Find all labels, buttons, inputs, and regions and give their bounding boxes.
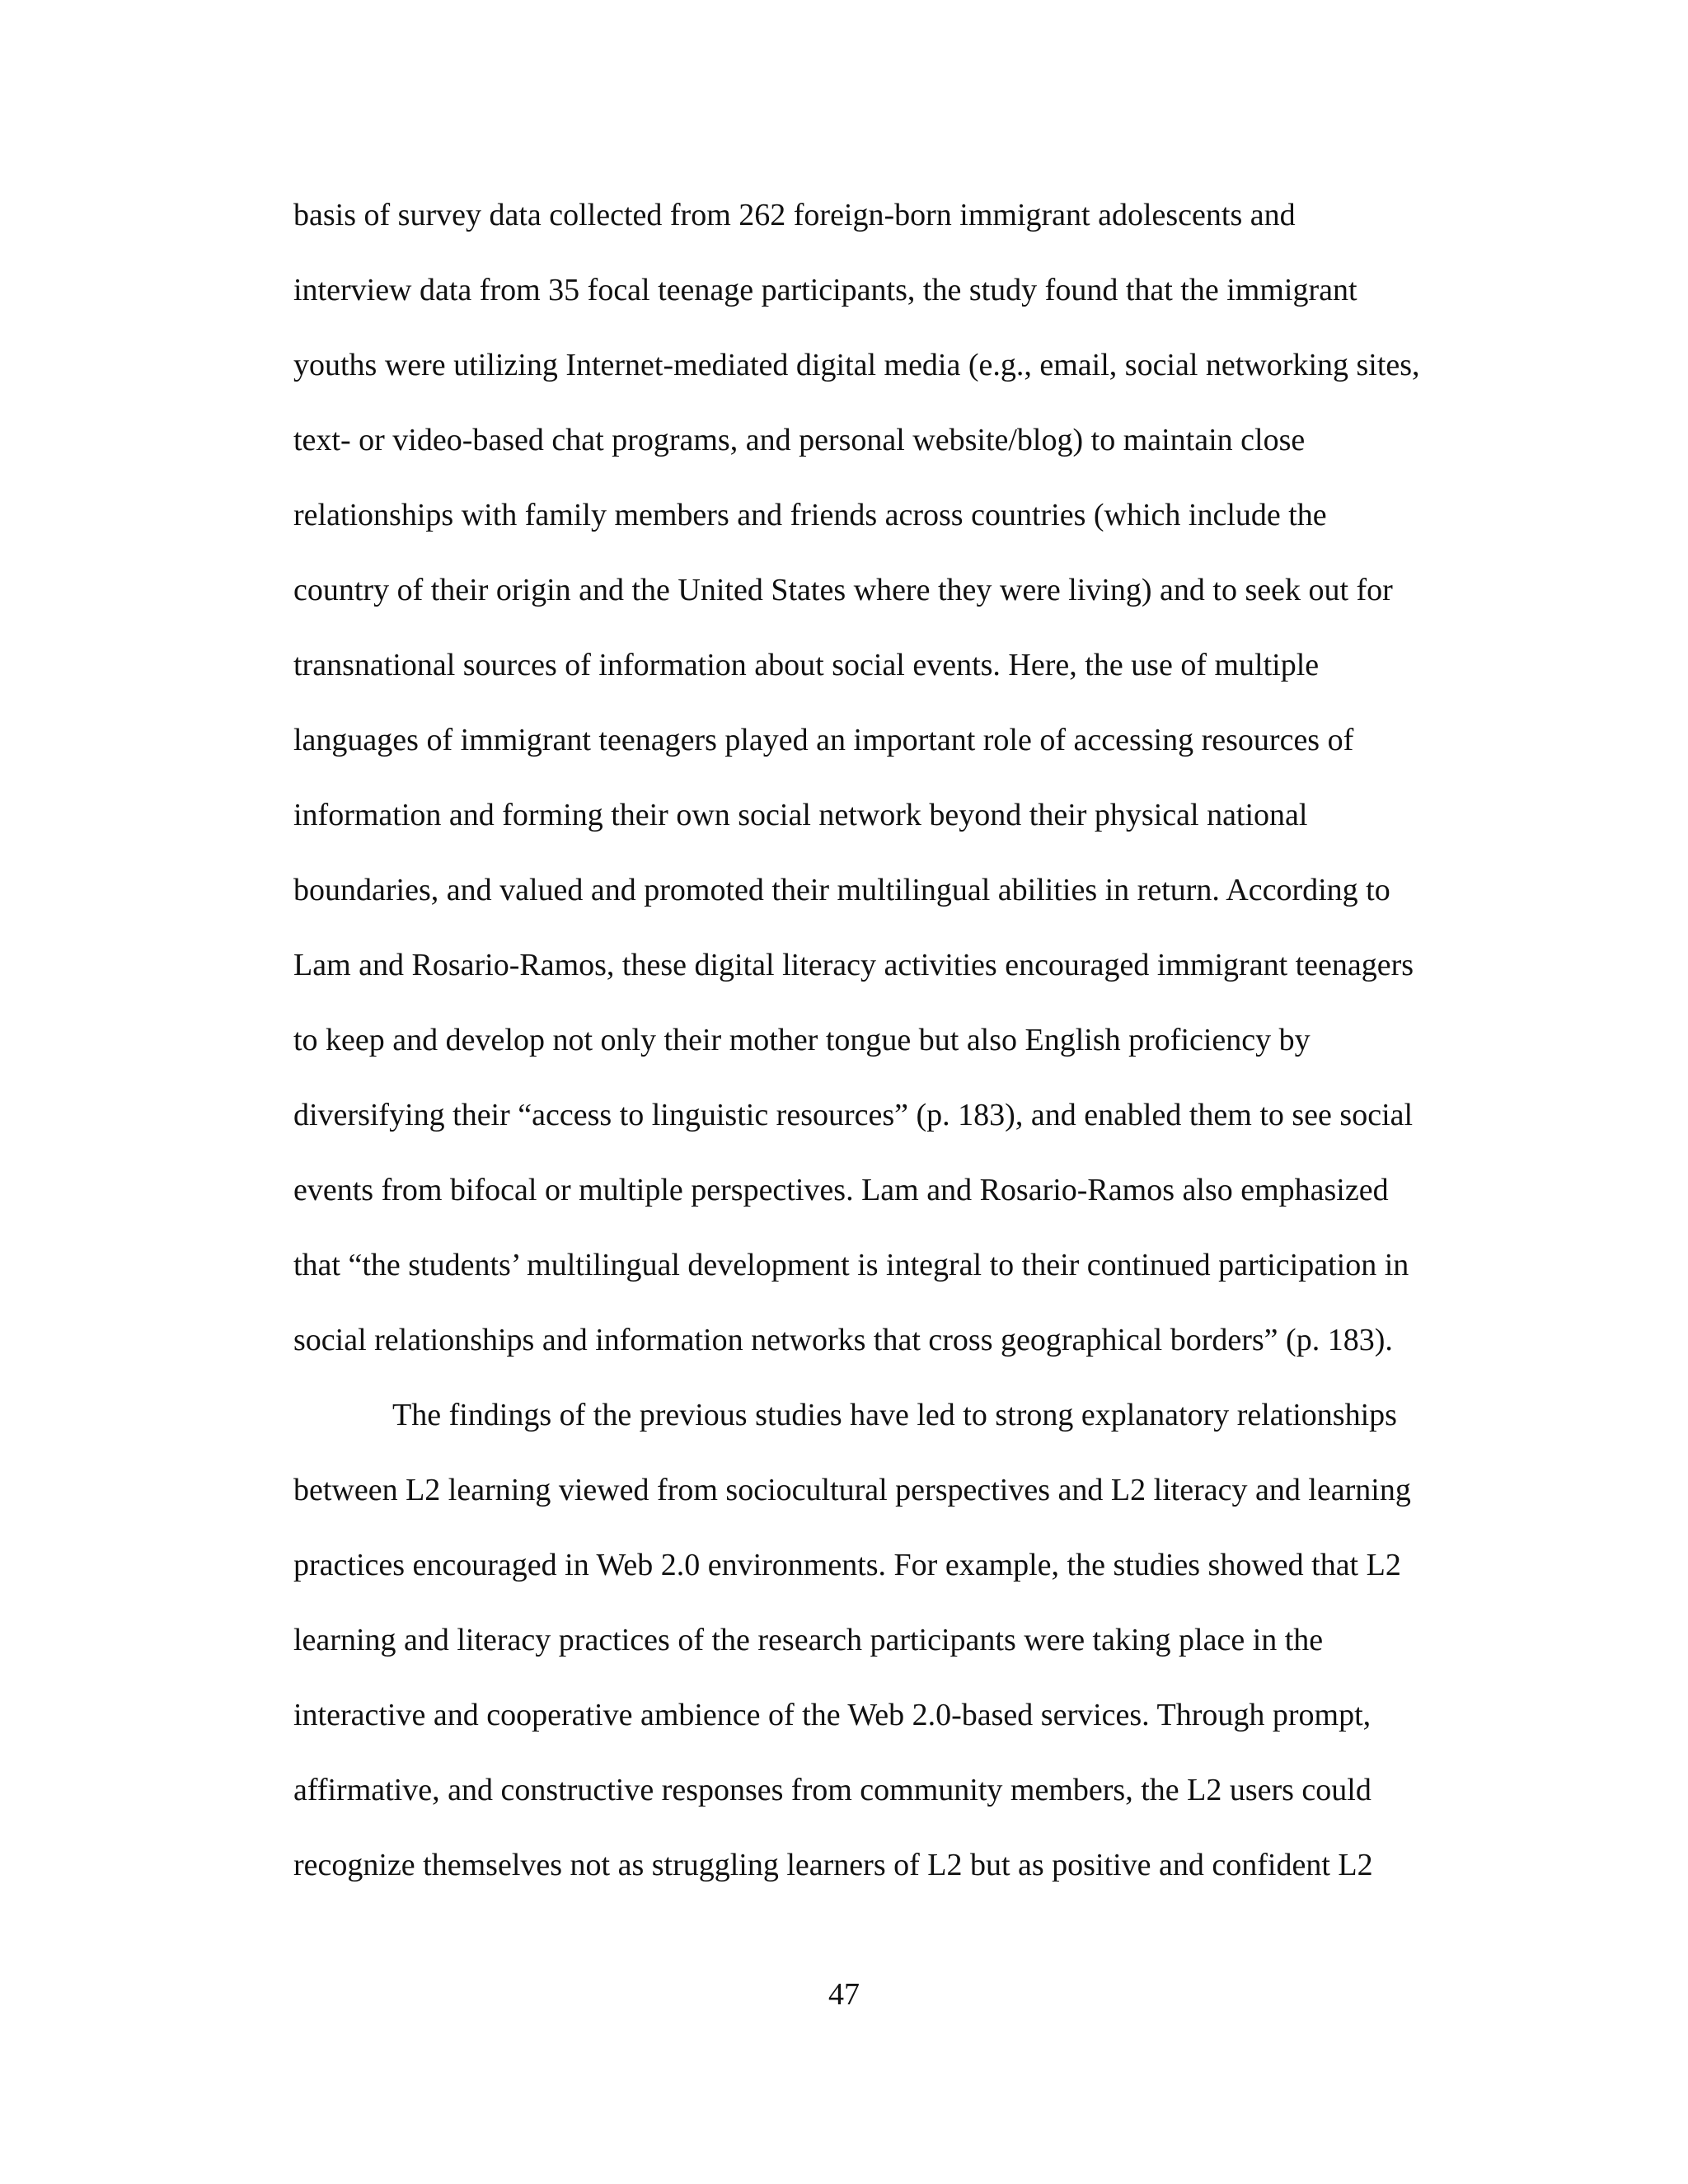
- page-number: 47: [828, 1977, 860, 2012]
- text-line: recognize themselves not as struggling learners of L2 but as positive and confident L2: [293, 1848, 1373, 1882]
- text-line: country of their origin and the United States where they were living) and to seek out for: [293, 573, 1393, 607]
- text-line: basis of survey data collected from 262 foreign-born immigrant adolescents and: [293, 198, 1296, 232]
- text-line: events from bifocal or multiple perspectives. Lam and Rosario-Ramos also emphasized: [293, 1173, 1389, 1207]
- text-line: diversifying their “access to linguistic resources” (p. 183), and enabled them to see social: [293, 1098, 1414, 1132]
- text-line: practices encouraged in Web 2.0 environments. For example, the studies showed that L2: [293, 1548, 1401, 1582]
- text-line: learning and literacy practices of the research participants were taking place in the: [293, 1623, 1324, 1657]
- text-line: boundaries, and valued and promoted their multilingual abilities in return. According to: [293, 873, 1390, 907]
- body-text: [293, 190, 1480, 1915]
- text-line: that “the students’ multilingual development is integral to their continued participation in: [293, 1248, 1409, 1282]
- text-line: interview data from 35 focal teenage participants, the study found that the immigrant: [293, 273, 1357, 307]
- text-line: relationships with family members and friends across countries (which include the: [293, 498, 1327, 532]
- text-line: social relationships and information networks that cross geographical borders” (p. 183).: [293, 1323, 1393, 1357]
- text-line: affirmative, and constructive responses from community members, the L2 users could: [293, 1773, 1372, 1807]
- text-line: transnational sources of information about social events. Here, the use of multiple: [293, 648, 1320, 682]
- text-line: to keep and develop not only their mother tongue but also English proficiency by: [293, 1023, 1311, 1057]
- paragraph-start-line: The findings of the previous studies have led to strong explanatory relationships: [392, 1398, 1397, 1432]
- text-line: Lam and Rosario-Ramos, these digital literacy activities encouraged immigrant teenagers: [293, 948, 1414, 982]
- text-line: information and forming their own social network beyond their physical national: [293, 798, 1308, 832]
- text-line: languages of immigrant teenagers played an important role of accessing resources of: [293, 723, 1354, 757]
- text-line: between L2 learning viewed from sociocultural perspectives and L2 literacy and learning: [293, 1473, 1411, 1507]
- text-line: interactive and cooperative ambience of the Web 2.0-based services. Through prompt,: [293, 1698, 1372, 1732]
- text-line: youths were utilizing Internet-mediated digital media (e.g., email, social networking sites,: [293, 348, 1420, 382]
- text-line: text- or video-based chat programs, and personal website/blog) to maintain close: [293, 423, 1306, 457]
